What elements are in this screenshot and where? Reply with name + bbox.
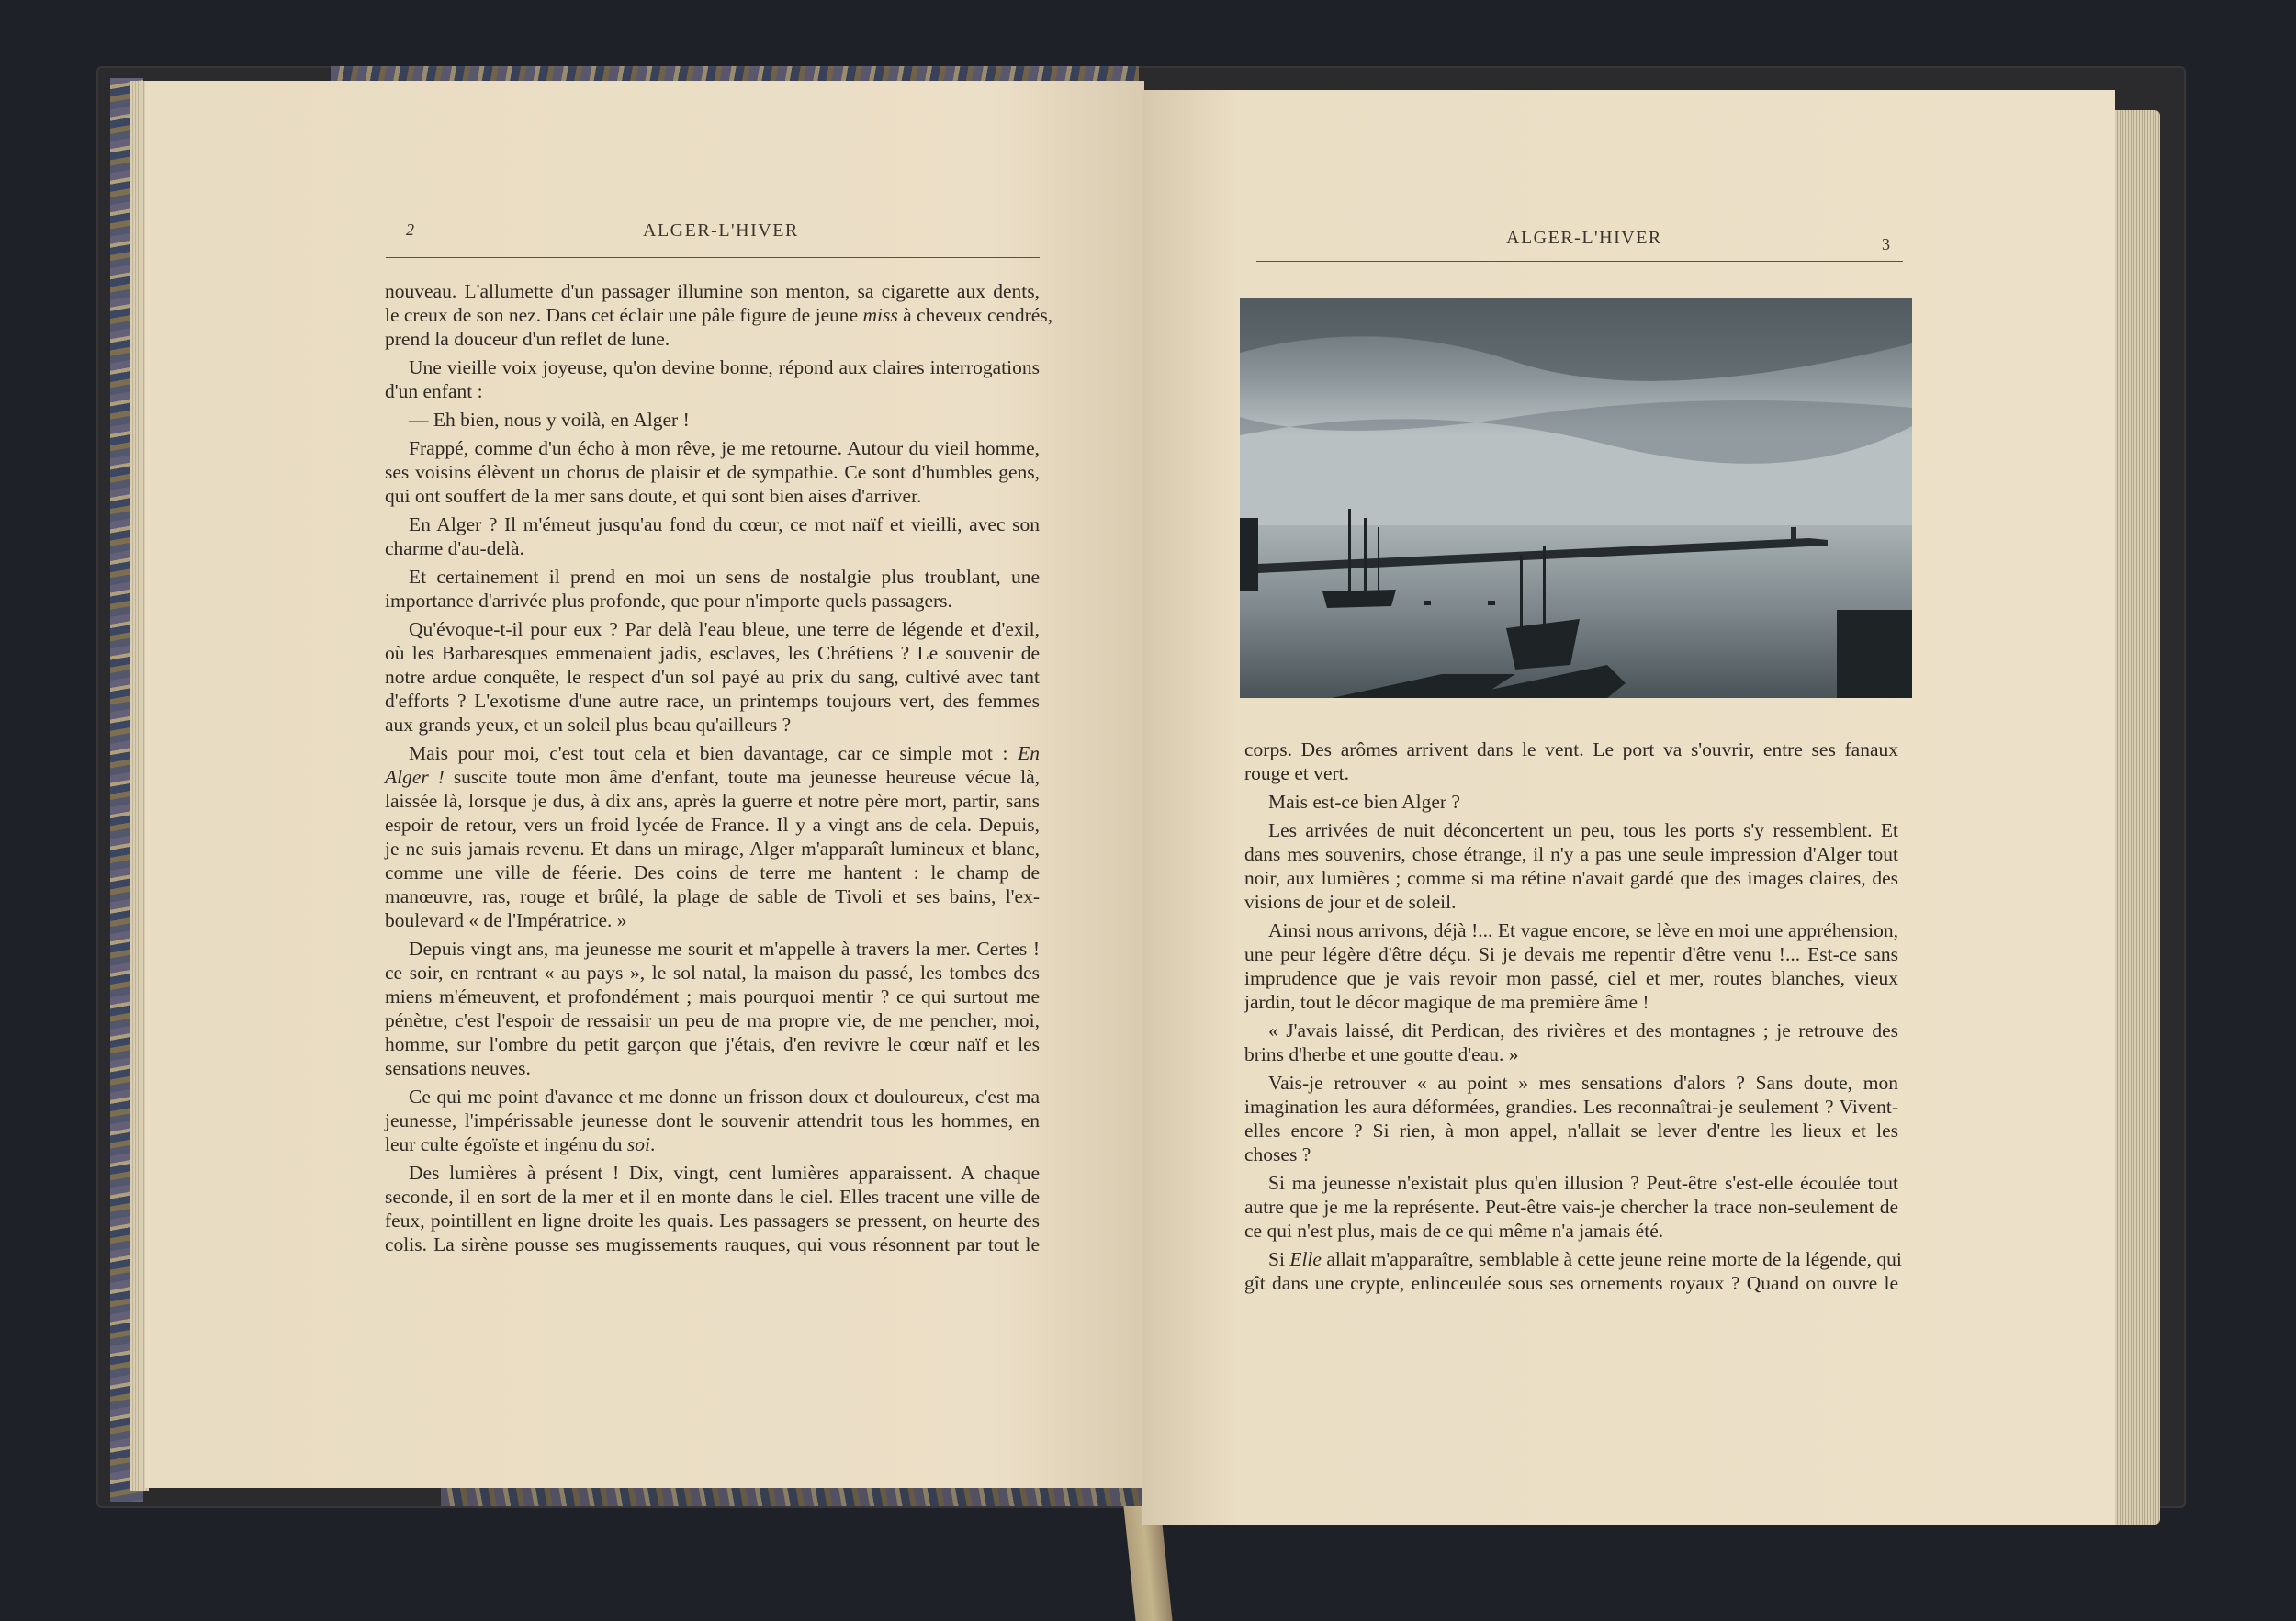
italic-text: En [1018, 742, 1040, 764]
paragraph [385, 1161, 1040, 1256]
paragraph [1244, 1071, 1898, 1166]
paragraph [385, 937, 1040, 1080]
text-segment: Si [1268, 1248, 1290, 1270]
text-line: imprudence que je vais revoir mon passé, ciel et mer, routes blanches, vieux [1244, 967, 1898, 989]
paragraph [385, 565, 1040, 613]
text-line: d'efforts ? L'exotisme d'une autre race, un printemps toujours vert, des femmes [385, 690, 1040, 712]
text-line: ce qui n'est plus, mais de ce qui même n'a jamais été. [1244, 1220, 1664, 1242]
text-segment: leur culte égoïste et ingénu du [385, 1133, 627, 1155]
paragraph [1244, 818, 1898, 914]
paragraph [385, 355, 1040, 403]
text-line: « J'avais laissé, dit Perdican, des rivières et des montagnes ; je retrouve des [1268, 1019, 1898, 1041]
page-number-left: 2 [406, 220, 414, 239]
paragraph [385, 1085, 1040, 1156]
text-line: Ce qui me point d'avance et me donne un frisson doux et douloureux, c'est ma [409, 1086, 1040, 1108]
paragraph [1244, 737, 1898, 785]
text-line: jeunesse, l'impérissable jeunesse dont le souvenir attendrit tous les hommes, en [385, 1109, 1040, 1131]
text-line: laissée là, lorsque je dus, à dix ans, après la guerre et notre père mort, partir, sans [385, 790, 1040, 812]
text-line: colis. La sirène pousse ses mugissements rauques, qui vous résonnent par tout le [385, 1233, 1040, 1255]
paragraph [385, 408, 1040, 432]
text-line: visions de jour et de soleil. [1244, 891, 1457, 913]
right-page-body [1244, 737, 1902, 1295]
italic-text: Alger ! [385, 766, 445, 788]
text-line: aux grands yeux, et un soleil plus beau qu'ailleurs ? [385, 714, 792, 736]
text-line: corps. Des arômes arrivent dans le vent. Le port va s'ouvrir, entre ses fanaux [1244, 738, 1898, 760]
text-line: prend la douceur d'un reflet de lune. [385, 328, 670, 350]
text-line: où les Barbaresques emmenaient jadis, esclaves, les Chrétiens ? Le souvenir de [385, 642, 1040, 664]
italic-text: miss [862, 304, 898, 326]
text-line: Si ma jeunesse n'existait plus qu'en illusion ? Peut-être s'est-elle écoulée tout [1268, 1172, 1898, 1194]
text-line: notre ardue conquête, le respect d'un sol payé au prix du sang, cultivé avec tant [385, 666, 1040, 688]
italic-text: Elle [1289, 1248, 1322, 1270]
running-head-left: ALGER-L'HIVER [643, 220, 799, 241]
text-line: choses ? [1244, 1143, 1311, 1165]
text-line: imagination les aura déformées, grandies. Les reconnaîtrai-je seulement ? Vivent- [1244, 1096, 1898, 1118]
text-line: miens m'émeuvent, et profondément ; mais pourquoi mentir ? ce qui surtout me [385, 985, 1040, 1007]
text-line: qui ont souffert de la mer sans doute, et qui sont bien aises d'arriver. [385, 485, 922, 507]
harbor-photograph [1240, 298, 1912, 698]
paragraph [385, 436, 1040, 508]
text-line: Des lumières à présent ! Dix, vingt, cent lumières apparaissent. A chaque [409, 1162, 1040, 1184]
paragraph [385, 512, 1040, 560]
text-line: ce soir, en rentrant « au pays », le sol natal, la maison du passé, les tombes des [385, 962, 1040, 984]
paragraph [1244, 1019, 1898, 1066]
text-line [1244, 1247, 1902, 1271]
text-line: une peur légère d'être déçu. Si je devais me repentir d'être venu !... Est-ce sans [1244, 943, 1898, 965]
text-line: Les arrivées de nuit déconcertent un peu, tous les ports s'y ressemblent. Et [1268, 819, 1898, 841]
text-line: je ne suis jamais revenu. Et dans un mirage, Alger m'apparaît lumineux et blanc, [385, 838, 1040, 860]
text-line: autre que je me la représente. Peut-être vais-je chercher la trace non-seulement de [1244, 1196, 1898, 1218]
text-line [385, 1132, 1040, 1156]
paragraph [385, 741, 1040, 932]
text-line: Une vieille voix joyeuse, qu'on devine bonne, répond aux claires interrogations [409, 356, 1040, 378]
text-line: ses voisins élèvent un chorus de plaisir et de sympathie. Ce sont d'humbles gens, [385, 461, 1040, 483]
text-line: boulevard « de l'Impératrice. » [385, 909, 627, 931]
text-line: pénètre, c'est l'espoir de ressaisir un peu de ma propre vie, de me pencher, moi, [385, 1009, 1040, 1031]
italic-text: soi [626, 1133, 650, 1155]
text-line: Vais-je retrouver « au point » mes sensations d'alors ? Sans doute, mon [1268, 1072, 1898, 1094]
text-line: elles encore ? Si rien, à mon appel, n'allait se lever d'entre les lieux et les [1244, 1120, 1898, 1142]
text-line: noir, aux lumières ; comme si ma rétine n'avait gardé que des images claires, des [1244, 867, 1898, 889]
text-line: — Eh bien, nous y voilà, en Alger ! [409, 409, 690, 431]
text-line: En Alger ? Il m'émeut jusqu'au fond du cœur, ce mot naïf et vieilli, avec son [409, 513, 1040, 535]
text-line: feux, pointillent en ligne droite les quais. Les passagers se pressent, on heurte des [385, 1210, 1040, 1232]
text-line: d'un enfant : [385, 380, 483, 402]
text-line [385, 765, 1040, 789]
text-segment: suscite toute mon âme d'enfant, toute ma jeunesse heureuse vécue là, [444, 766, 1040, 788]
text-segment: à cheveux cendrés, [897, 304, 1053, 326]
text-line: Qu'évoque-t-il pour eux ? Par delà l'eau bleue, une terre de légende et d'exil, [409, 618, 1040, 640]
header-rule-right [1256, 261, 1903, 262]
paragraph [385, 617, 1040, 737]
text-segment: allait m'apparaître, semblable à cette jeune reine morte de la légende, qui [1321, 1248, 1902, 1270]
text-line: gît dans une crypte, enlinceulée sous ses ornements royaux ? Quand on ouvre le [1244, 1272, 1898, 1294]
text-line: brins d'herbe et une goutte d'eau. » [1244, 1043, 1519, 1065]
text-line: Et certainement il prend en moi un sens de nostalgie plus troublant, une [409, 566, 1040, 588]
text-line: seconde, il en sort de la mer et il en monte dans le ciel. Elles tracent une ville de [385, 1186, 1040, 1208]
text-segment: . [649, 1133, 656, 1155]
paragraph [1244, 918, 1898, 1014]
page-number-right: 3 [1882, 235, 1890, 253]
text-line: dans mes souvenirs, chose étrange, il n'y a pas une seule impression d'Alger tout [1244, 843, 1898, 865]
header-rule-left [386, 257, 1040, 258]
paragraph [1244, 790, 1898, 814]
paragraph [385, 279, 1053, 351]
text-line: charme d'au-delà. [385, 537, 524, 559]
text-line: jardin, tout le décor magique de ma première âme ! [1244, 991, 1649, 1013]
text-line: comme une ville de féerie. Des coins de terre me hantent : le champ de [385, 861, 1040, 884]
text-line: Ainsi nous arrivons, déjà !... Et vague encore, se lève en moi une appréhension, [1268, 919, 1898, 941]
text-line: Mais est-ce bien Alger ? [1268, 791, 1460, 813]
running-head-right: ALGER-L'HIVER [1506, 228, 1662, 248]
left-page-body [385, 279, 1053, 1256]
paragraph [1244, 1171, 1898, 1243]
text-segment: le creux de son nez. Dans cet éclair une pâle figure de jeune [385, 304, 863, 326]
text-line: manœuvre, ras, rouge et brûlé, la plage de sable de Tivoli et ses bains, l'ex- [385, 885, 1040, 907]
text-line: rouge et vert. [1244, 762, 1350, 784]
text-line [385, 741, 1040, 765]
text-line: Frappé, comme d'un écho à mon rêve, je me retourne. Autour du vieil homme, [409, 437, 1040, 459]
text-line [385, 303, 1053, 327]
text-line: Depuis vingt ans, ma jeunesse me sourit et m'appelle à travers la mer. Certes ! [409, 938, 1040, 960]
paragraph [1244, 1247, 1902, 1295]
text-line: importance d'arrivée plus profonde, que pour n'importe quels passagers. [385, 590, 952, 612]
page-edges-right [2112, 110, 2160, 1525]
text-line: homme, sur l'ombre du petit garçon que j'étais, d'en revivre le cœur naïf et les [385, 1033, 1040, 1055]
text-line: sensations neuves. [385, 1057, 531, 1079]
text-line: espoir de retour, vers un froid lycée de France. Il y a vingt ans de cela. Depuis, [385, 814, 1040, 836]
text-line: nouveau. L'allumette d'un passager illumine son menton, sa cigarette aux dents, [385, 280, 1040, 302]
text-segment: Mais pour moi, c'est tout cela et bien davantage, car ce simple mot : [409, 742, 1019, 764]
